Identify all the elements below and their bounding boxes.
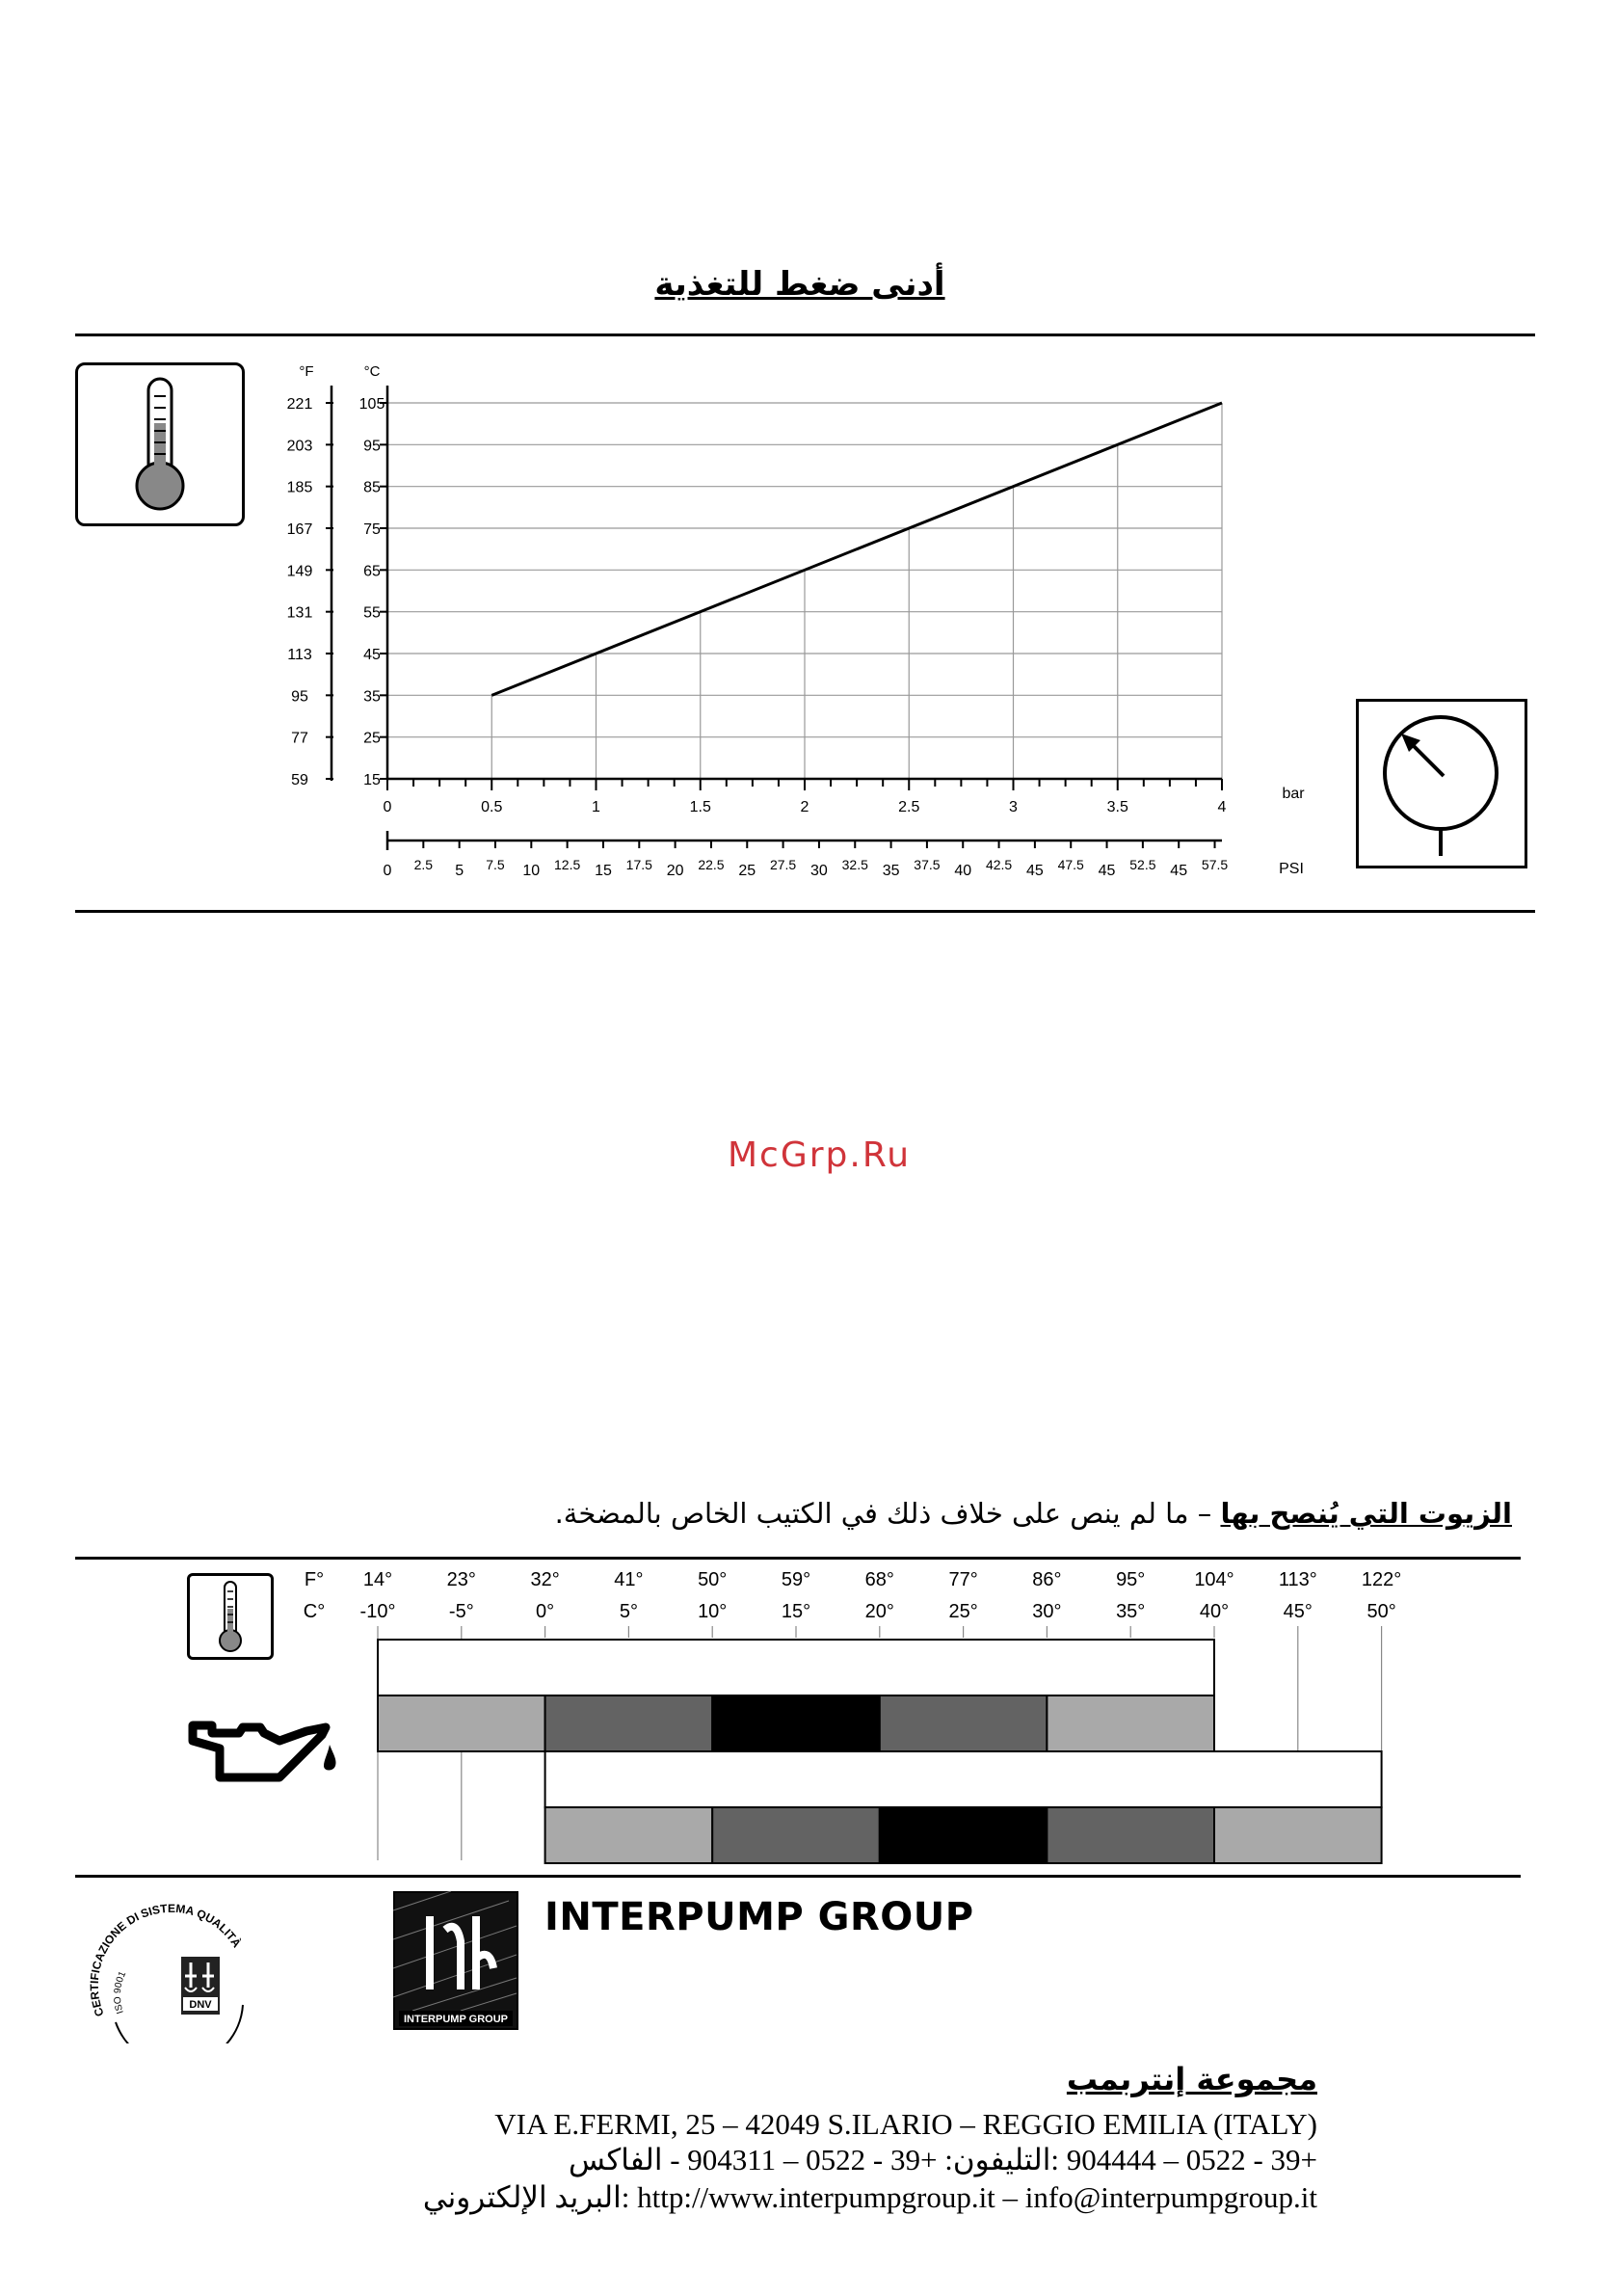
tick-label-bar: 1.5 bbox=[689, 799, 711, 815]
oil-temp-fahrenheit: 50° bbox=[698, 1569, 728, 1590]
tick-label-bar: 0.5 bbox=[481, 799, 503, 815]
oil-temp-celsius: 20° bbox=[864, 1601, 894, 1622]
oil-bar-1-segment bbox=[880, 1695, 1048, 1751]
iso-text: ISO 9001 bbox=[112, 1969, 129, 2016]
company-name: INTERPUMP GROUP bbox=[544, 1895, 974, 1939]
oil-temp-fahrenheit: 95° bbox=[1116, 1569, 1146, 1590]
pressure-gauge-icon bbox=[1359, 702, 1525, 866]
tick-label-psi: 57.5 bbox=[1201, 857, 1229, 872]
tick-label-psi: 5 bbox=[455, 863, 464, 879]
label-fahrenheit: F° bbox=[304, 1569, 325, 1590]
oil-temp-fahrenheit: 122° bbox=[1361, 1569, 1402, 1590]
oil-bar-2-segment bbox=[1214, 1807, 1382, 1863]
oil-bar-1-segment bbox=[545, 1695, 713, 1751]
tick-label-psi: 12.5 bbox=[554, 857, 581, 872]
tick-label-fahrenheit: 59 bbox=[291, 772, 308, 788]
chart-grid bbox=[387, 403, 1222, 779]
oil-temperature-labels bbox=[304, 1569, 1402, 1622]
dnv-text: DNV bbox=[189, 1999, 212, 2011]
tick-label-bar: 3 bbox=[1009, 799, 1018, 815]
oil-bar-1-segment bbox=[378, 1695, 545, 1751]
phone-fax-line: +39 - 0522 – 904444 :التليفون: +39 - 0522 – 904311 - الفاكس bbox=[569, 2143, 1317, 2176]
web-email-line: http://www.interpumpgroup.it – info@interpumpgroup.it :البريد الإلكتروني bbox=[422, 2180, 1317, 2214]
oil-temp-fahrenheit: 104° bbox=[1194, 1569, 1234, 1590]
address-line: VIA E.FERMI, 25 – 42049 S.ILARIO – REGGIO EMILIA (ITALY) bbox=[494, 2107, 1317, 2141]
tick-label-psi: 45 bbox=[1098, 863, 1116, 879]
tick-label-fahrenheit: 185 bbox=[286, 479, 313, 496]
oil-bar-2-segment bbox=[545, 1807, 713, 1863]
oil-temp-fahrenheit: 14° bbox=[362, 1569, 393, 1590]
oil-bar-1-segment bbox=[712, 1695, 880, 1751]
tick-label-celsius: 65 bbox=[363, 563, 381, 580]
feed-pressure-chart bbox=[270, 347, 1359, 906]
tick-label-fahrenheit: 77 bbox=[291, 730, 308, 747]
oil-temp-celsius: 50° bbox=[1366, 1601, 1396, 1622]
top-divider bbox=[75, 334, 1535, 336]
tick-label-celsius: 95 bbox=[363, 438, 381, 455]
tick-label-celsius: 85 bbox=[363, 479, 381, 496]
tick-label-psi: 45 bbox=[1170, 863, 1188, 879]
thermometer-icon-box bbox=[75, 362, 245, 526]
tick-label-psi: 42.5 bbox=[985, 857, 1013, 872]
oil-temp-celsius: 5° bbox=[619, 1601, 638, 1622]
tick-label-fahrenheit: 203 bbox=[286, 438, 313, 455]
oil-temp-fahrenheit: 86° bbox=[1032, 1569, 1062, 1590]
tick-label-psi: 15 bbox=[595, 863, 612, 879]
oil-temperature-chart bbox=[289, 1557, 1402, 1875]
tick-label-bar: 3.5 bbox=[1106, 799, 1128, 815]
oil-heading-bold: الزيوت التي يُنصح بها bbox=[1220, 1497, 1512, 1530]
tick-label-psi: 22.5 bbox=[698, 857, 725, 872]
tick-label-psi: 35 bbox=[882, 863, 900, 879]
oil-temp-celsius: -10° bbox=[359, 1601, 396, 1622]
oil-bars bbox=[378, 1640, 1382, 1863]
oil-temp-fahrenheit: 68° bbox=[864, 1569, 894, 1590]
tick-label-celsius: 35 bbox=[363, 688, 381, 706]
tick-label-psi: 2.5 bbox=[413, 857, 434, 872]
tick-label-celsius: 75 bbox=[363, 521, 381, 538]
chart-series bbox=[491, 403, 1222, 695]
tick-label-celsius: 105 bbox=[358, 396, 385, 413]
thermometer-icon bbox=[190, 1576, 271, 1657]
watermark: McGrp.Ru bbox=[727, 1135, 912, 1175]
oil-temp-celsius: 35° bbox=[1116, 1601, 1146, 1622]
tick-label-psi: 10 bbox=[522, 863, 541, 879]
oil-temp-fahrenheit: 77° bbox=[948, 1569, 978, 1590]
oil-temp-celsius: -5° bbox=[448, 1601, 474, 1622]
oil-bottom-divider bbox=[75, 1875, 1521, 1878]
tick-label-bar: 2 bbox=[800, 799, 809, 815]
thermometer-icon bbox=[78, 365, 242, 523]
tick-label-psi: 47.5 bbox=[1057, 857, 1084, 872]
oil-bar-2-segment bbox=[880, 1807, 1048, 1863]
tick-label-celsius: 25 bbox=[363, 730, 381, 747]
oil-temp-fahrenheit: 59° bbox=[781, 1569, 811, 1590]
pressure-gauge-icon-box bbox=[1356, 699, 1527, 868]
oil-bar-1-label-box bbox=[378, 1640, 1214, 1695]
tick-label-psi: 0 bbox=[383, 863, 392, 879]
oil-temp-celsius: 15° bbox=[781, 1601, 811, 1622]
oil-temp-fahrenheit: 41° bbox=[614, 1569, 644, 1590]
tick-label-psi: 25 bbox=[738, 863, 756, 879]
tick-label-psi: 32.5 bbox=[841, 857, 868, 872]
tick-label-psi: 17.5 bbox=[625, 857, 652, 872]
oil-temp-celsius: 30° bbox=[1032, 1601, 1062, 1622]
axis-label-psi: PSI bbox=[1279, 861, 1304, 877]
oil-temp-celsius: 0° bbox=[536, 1601, 555, 1622]
tick-label-psi: 7.5 bbox=[486, 857, 505, 872]
tick-label-celsius: 55 bbox=[363, 604, 381, 622]
tick-label-bar: 1 bbox=[592, 799, 600, 815]
axis-label-bar: bar bbox=[1282, 786, 1305, 802]
tick-label-bar: 4 bbox=[1217, 799, 1227, 815]
iso-certification-seal bbox=[77, 1899, 260, 2043]
arabic-company-name: مجموعة إنتربمب bbox=[1066, 2061, 1317, 2097]
tick-label-psi: 37.5 bbox=[914, 857, 941, 872]
oil-bar-2-segment bbox=[712, 1807, 880, 1863]
oil-bar-1-segment bbox=[1047, 1695, 1214, 1751]
tick-label-fahrenheit: 131 bbox=[286, 604, 313, 622]
logo-caption: INTERPUMP GROUP bbox=[404, 2014, 508, 2025]
oil-temp-fahrenheit: 32° bbox=[530, 1569, 560, 1590]
tick-label-fahrenheit: 221 bbox=[286, 396, 313, 413]
oil-bar-2-label-box bbox=[545, 1751, 1382, 1807]
oil-temp-fahrenheit: 23° bbox=[446, 1569, 476, 1590]
oil-temp-fahrenheit: 113° bbox=[1278, 1569, 1317, 1590]
tick-label-psi: 45 bbox=[1025, 863, 1044, 879]
oil-temp-celsius: 10° bbox=[698, 1601, 728, 1622]
cert-text: CERTIFICAZIONE DI SISTEMA QUALITÀ bbox=[87, 1901, 244, 2018]
oil-bar-2-segment bbox=[1047, 1807, 1214, 1863]
series-line-min-pressure bbox=[491, 403, 1222, 695]
chart-bottom-divider bbox=[75, 910, 1535, 913]
axis-label-fahrenheit: °F bbox=[299, 363, 314, 380]
tick-label-fahrenheit: 113 bbox=[287, 647, 312, 663]
tick-label-fahrenheit: 149 bbox=[286, 563, 313, 580]
section-title: أدنى ضغط للتغذية bbox=[654, 265, 945, 304]
tick-label-fahrenheit: 167 bbox=[286, 521, 313, 538]
interpump-logo bbox=[393, 1891, 518, 2030]
chart-labels bbox=[287, 363, 1306, 879]
oil-heading bbox=[555, 1497, 1512, 1530]
tick-label-celsius: 45 bbox=[363, 647, 381, 663]
oil-heading-rest: – ما لم ينص على خلاف ذلك في الكتيب الخاص بالمضخة. bbox=[554, 1497, 1221, 1530]
tick-label-celsius: 15 bbox=[363, 772, 381, 788]
oil-temp-celsius: 40° bbox=[1199, 1601, 1230, 1622]
oil-thermometer-icon-box bbox=[187, 1573, 274, 1660]
oil-temp-celsius: 25° bbox=[948, 1601, 978, 1622]
tick-label-psi: 27.5 bbox=[769, 857, 797, 872]
tick-label-psi: 52.5 bbox=[1129, 857, 1156, 872]
label-celsius: C° bbox=[303, 1601, 326, 1622]
oil-temp-celsius: 45° bbox=[1283, 1601, 1313, 1622]
tick-label-psi: 40 bbox=[954, 863, 972, 879]
axis-label-celsius: °C bbox=[363, 363, 381, 380]
tick-label-fahrenheit: 95 bbox=[291, 688, 308, 706]
tick-label-psi: 20 bbox=[666, 863, 684, 879]
tick-label-bar: 0 bbox=[383, 799, 392, 815]
tick-label-psi: 30 bbox=[810, 863, 828, 879]
tick-label-bar: 2.5 bbox=[898, 799, 920, 815]
